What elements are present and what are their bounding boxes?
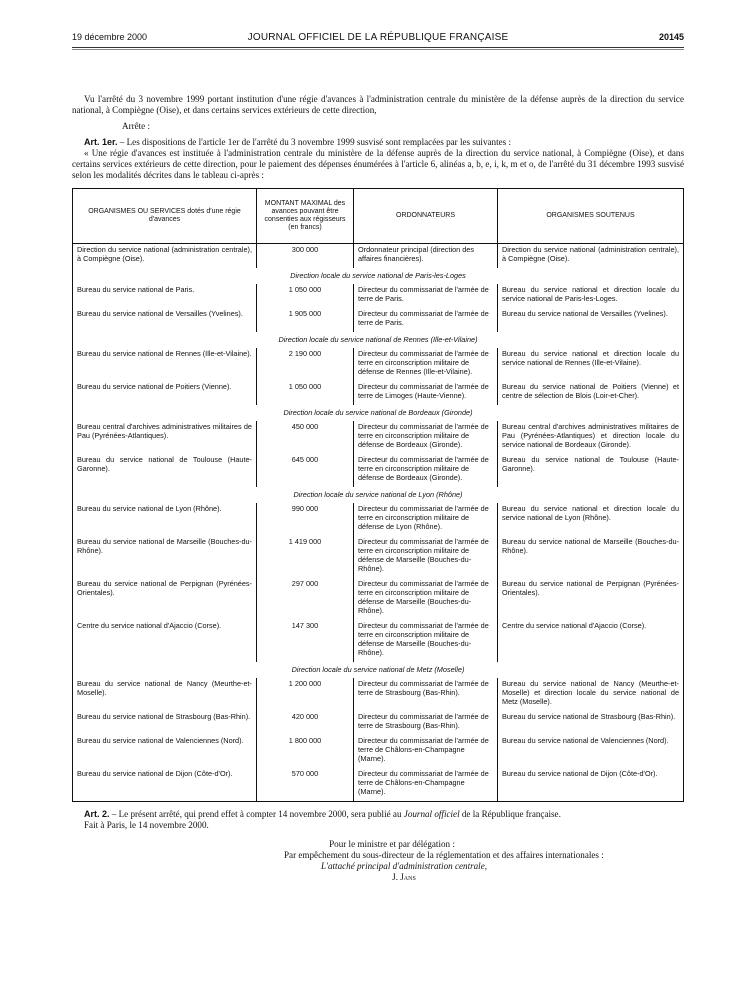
cell-ordonnateur: Directeur du commissariat de l'armée de terre de Paris. [354, 308, 498, 332]
table-row [73, 454, 684, 487]
cell-organisme: Bureau du service national de Paris. [73, 284, 257, 308]
signature-block [72, 839, 684, 883]
table-row [73, 678, 684, 711]
cell-montant: 1 200 000 [257, 678, 354, 711]
signature-name: J. Jans [392, 872, 416, 882]
intro-paragraph: Vu l'arrêté du 3 novembre 1999 portant institution d'une régie d'avances à l'administration centrale du ministère de la défense auprès de la direction du service national, à Compiègne (Oise), et dans certains services extérieurs de cette direction, [72, 94, 684, 115]
signature-line-2: Par empêchement du sous-directeur de la réglementation et des affaires internationales : [284, 850, 604, 860]
table-row [73, 578, 684, 620]
cell-montant: 570 000 [257, 768, 354, 802]
cell-montant: 297 000 [257, 578, 354, 620]
cell-ordonnateur: Directeur du commissariat de l'armée de terre de Limoges (Haute-Vienne). [354, 381, 498, 405]
article-1 [72, 137, 684, 148]
article-1-quote: « Une régie d'avances est instituée à l'administration centrale du ministère de la défense auprès de la direction du service national, à Compiègne (Oise), et dans certains services extérieurs de cette direction, pour le paiement des dépenses énumérées à l'article 6, alinéas a, b, e, i, k, m et o, de l'arrêté du 31 décembre 1993 susvisé selon les modalités décrites dans le tableau ci-après : [72, 148, 684, 180]
cell-montant: 1 419 000 [257, 536, 354, 578]
article-2-label: Art. 2. [84, 809, 110, 819]
cell-soutenus: Bureau du service national de Poitiers (Vienne) et centre de sélection de Blois (Loir-et-Cher). [498, 381, 684, 405]
cell-organisme: Bureau du service national de Versailles (Yvelines). [73, 308, 257, 332]
page-number: 20145 [658, 32, 684, 42]
cell-ordonnateur: Directeur du commissariat de l'armée de terre de Paris. [354, 284, 498, 308]
cell-organisme: Bureau du service national de Poitiers (Vienne). [73, 381, 257, 405]
table-row [73, 244, 684, 269]
section-row [73, 487, 684, 503]
header-org: ORGANISMES OU SERVICES dotés d'une régie d'avances [73, 189, 257, 244]
section-title: Direction locale du service national de Lyon (Rhône) [73, 487, 684, 503]
article-2-text-after: de la République française. [459, 809, 561, 819]
cell-organisme: Bureau du service national de Lyon (Rhône). [73, 503, 257, 536]
cell-ordonnateur: Directeur du commissariat de l'armée de terre en circonscription militaire de défense de Rennes (Ille-et-Vilaine). [354, 348, 498, 381]
section-title: Direction locale du service national de Paris-les-Loges [73, 268, 684, 284]
cell-montant: 450 000 [257, 421, 354, 454]
cell-montant: 147 300 [257, 620, 354, 662]
table-body [73, 244, 684, 802]
section-row [73, 662, 684, 678]
header-ordonnateurs: ORDONNATEURS [354, 189, 498, 244]
document-body [72, 94, 684, 883]
header-rule-thin [72, 49, 684, 50]
cell-soutenus: Bureau du service national de Dijon (Côte-d'Or). [498, 768, 684, 802]
table-row [73, 503, 684, 536]
article-2-text-before: – Le présent arrêté, qui prend effet à compter 14 novembre 2000, sera publié au [109, 809, 404, 819]
cell-ordonnateur: Directeur du commissariat de l'armée de terre en circonscription militaire de défense de Marseille (Bouches-du-Rhône). [354, 620, 498, 662]
cell-soutenus: Bureau du service national et direction locale du service national de Rennes (Ille-et-Vilaine). [498, 348, 684, 381]
cell-montant: 420 000 [257, 711, 354, 735]
journal-name: Journal officiel [403, 809, 460, 819]
header-soutenus: ORGANISMES SOUTENUS [498, 189, 684, 244]
table-row [73, 536, 684, 578]
cell-ordonnateur: Directeur du commissariat de l'armée de terre en circonscription militaire de défense de Marseille (Bouches-du-Rhône). [354, 578, 498, 620]
cell-montant: 645 000 [257, 454, 354, 487]
arrete-label: Arrête : [122, 121, 151, 131]
cell-ordonnateur: Ordonnateur principal (direction des affaires financières). [354, 244, 498, 269]
section-row [73, 405, 684, 421]
cell-soutenus: Bureau du service national et direction locale du service national de Lyon (Rhône). [498, 503, 684, 536]
cell-organisme: Bureau du service national de Strasbourg (Bas-Rhin). [73, 711, 257, 735]
article-1-text: – Les dispositions de l'article 1er de l'arrêté du 3 novembre 1999 susvisé sont remplacées par les suivantes : [117, 137, 511, 147]
cell-soutenus: Bureau du service national de Perpignan (Pyrénées-Orientales). [498, 578, 684, 620]
section-row [73, 268, 684, 284]
section-row [73, 332, 684, 348]
cell-organisme: Bureau du service national de Rennes (Ille-et-Vilaine). [73, 348, 257, 381]
cell-montant: 1 050 000 [257, 381, 354, 405]
table-row [73, 348, 684, 381]
cell-montant: 1 905 000 [257, 308, 354, 332]
cell-ordonnateur: Directeur du commissariat de l'armée de terre en circonscription militaire de défense de Marseille (Bouches-du-Rhône). [354, 536, 498, 578]
cell-soutenus: Bureau du service national de Strasbourg (Bas-Rhin). [498, 711, 684, 735]
section-title: Direction locale du service national de Rennes (Ille-et-Vilaine) [73, 332, 684, 348]
header-title: JOURNAL OFFICIEL DE LA RÉPUBLIQUE FRANÇAISE [247, 32, 509, 43]
table-row [73, 308, 684, 332]
cell-ordonnateur: Directeur du commissariat de l'armée de terre de Strasbourg (Bas-Rhin). [354, 711, 498, 735]
section-title: Direction locale du service national de Bordeaux (Gironde) [73, 405, 684, 421]
table-row [73, 381, 684, 405]
header-amount: MONTANT MAXIMAL des avances pouvant être consenties aux régisseurs (en francs) [257, 189, 354, 244]
table-row [73, 735, 684, 768]
cell-organisme: Bureau du service national de Toulouse (Haute-Garonne). [73, 454, 257, 487]
article-1-label: Art. 1er. [84, 137, 118, 147]
cell-organisme: Bureau du service national de Nancy (Meurthe-et-Moselle). [73, 678, 257, 711]
cell-organisme: Centre du service national d'Ajaccio (Corse). [73, 620, 257, 662]
cell-soutenus: Bureau du service national et direction locale du service national de Paris-les-Loges. [498, 284, 684, 308]
cell-organisme: Bureau du service national de Dijon (Côte-d'Or). [73, 768, 257, 802]
cell-organisme: Bureau du service national de Valenciennes (Nord). [73, 735, 257, 768]
cell-montant: 300 000 [257, 244, 354, 269]
cell-montant: 1 800 000 [257, 735, 354, 768]
table-row [73, 421, 684, 454]
article-2 [72, 809, 684, 820]
cell-organisme: Bureau central d'archives administratives militaires de Pau (Pyrénées-Atlantiques). [73, 421, 257, 454]
cell-ordonnateur: Directeur du commissariat de l'armée de terre de Châlons-en-Champagne (Marne). [354, 735, 498, 768]
table-row [73, 620, 684, 662]
cell-montant: 990 000 [257, 503, 354, 536]
table-row [73, 284, 684, 308]
cell-organisme: Bureau du service national de Perpignan (Pyrénées-Orientales). [73, 578, 257, 620]
cell-soutenus: Bureau du service national de Marseille (Bouches-du-Rhône). [498, 536, 684, 578]
table-row [73, 711, 684, 735]
cell-soutenus: Centre du service national d'Ajaccio (Corse). [498, 620, 684, 662]
table-row [73, 768, 684, 802]
table-header-row [73, 189, 684, 244]
cell-montant: 1 050 000 [257, 284, 354, 308]
cell-soutenus: Bureau du service national de Versailles (Yvelines). [498, 308, 684, 332]
cell-organisme: Bureau du service national de Marseille (Bouches-du-Rhône). [73, 536, 257, 578]
cell-organisme: Direction du service national (administration centrale), à Compiègne (Oise). [73, 244, 257, 269]
section-title: Direction locale du service national de Metz (Moselle) [73, 662, 684, 678]
cell-montant: 2 190 000 [257, 348, 354, 381]
signature-line-1: Pour le ministre et par délégation : [329, 839, 455, 849]
page-header [72, 32, 684, 48]
cell-soutenus: Direction du service national (administration centrale), à Compiègne (Oise). [498, 244, 684, 269]
header-rule [72, 47, 684, 48]
regie-table [72, 188, 684, 802]
cell-soutenus: Bureau du service national de Nancy (Meurthe-et-Moselle) et direction locale du service national de Metz (Moselle). [498, 678, 684, 711]
signature-line-3: L'attaché principal d'administration centrale, [320, 861, 488, 871]
fait-line: Fait à Paris, le 14 novembre 2000. [84, 820, 209, 830]
header-date: 19 décembre 2000 [72, 32, 148, 42]
cell-soutenus: Bureau du service national de Toulouse (Haute-Garonne). [498, 454, 684, 487]
cell-soutenus: Bureau central d'archives administratives militaires de Pau (Pyrénées-Atlantiques) et direction locale du service national de Bordeaux (Gironde). [498, 421, 684, 454]
cell-ordonnateur: Directeur du commissariat de l'armée de terre en circonscription militaire de défense de Bordeaux (Gironde). [354, 454, 498, 487]
cell-ordonnateur: Directeur du commissariat de l'armée de terre en circonscription militaire de défense de Bordeaux (Gironde). [354, 421, 498, 454]
cell-ordonnateur: Directeur du commissariat de l'armée de terre de Châlons-en-Champagne (Marne). [354, 768, 498, 802]
cell-ordonnateur: Directeur du commissariat de l'armée de terre en circonscription militaire de défense de Lyon (Rhône). [354, 503, 498, 536]
cell-ordonnateur: Directeur du commissariat de l'armée de terre de Strasbourg (Bas-Rhin). [354, 678, 498, 711]
cell-soutenus: Bureau du service national de Valenciennes (Nord). [498, 735, 684, 768]
